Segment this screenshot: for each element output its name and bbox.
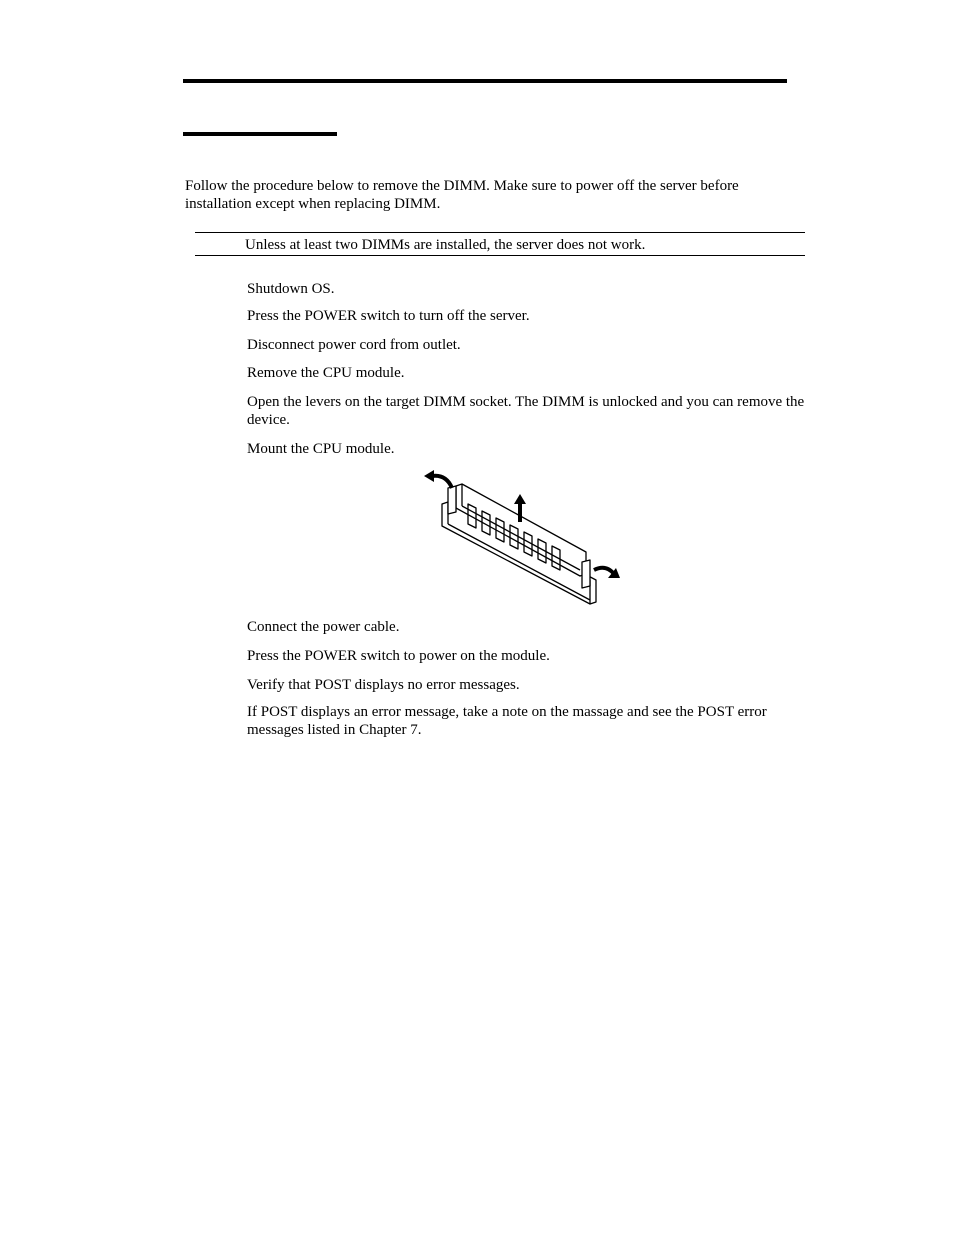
step-3: Disconnect power cord from outlet. bbox=[247, 337, 461, 353]
intro-paragraph: Follow the procedure below to remove the DIMM. Make sure to power off the server before installation except when replacing DIMM. bbox=[185, 178, 739, 212]
section-heading-rule bbox=[183, 132, 337, 136]
step-8: Press the POWER switch to power on the module. bbox=[247, 648, 550, 664]
dimm-removal-illustration bbox=[418, 466, 628, 608]
step-5: Open the levers on the target DIMM socket. The DIMM is unlocked and you can remove the device. bbox=[247, 394, 805, 428]
note-text: Unless at least two DIMMs are installed, the server does not work. bbox=[245, 237, 646, 253]
step-2: Press the POWER switch to turn off the server. bbox=[247, 308, 530, 324]
step-10: If POST displays an error message, take a note on the massage and see the POST error messages listed in Chapter 7. bbox=[247, 704, 767, 738]
step-9: Verify that POST displays no error messages. bbox=[247, 677, 520, 693]
header-rule bbox=[183, 79, 787, 83]
step-1: Shutdown OS. bbox=[247, 281, 335, 297]
step-6: Mount the CPU module. bbox=[247, 441, 395, 457]
step-4: Remove the CPU module. bbox=[247, 365, 405, 381]
note-box bbox=[195, 232, 805, 256]
step-7: Connect the power cable. bbox=[247, 619, 400, 635]
